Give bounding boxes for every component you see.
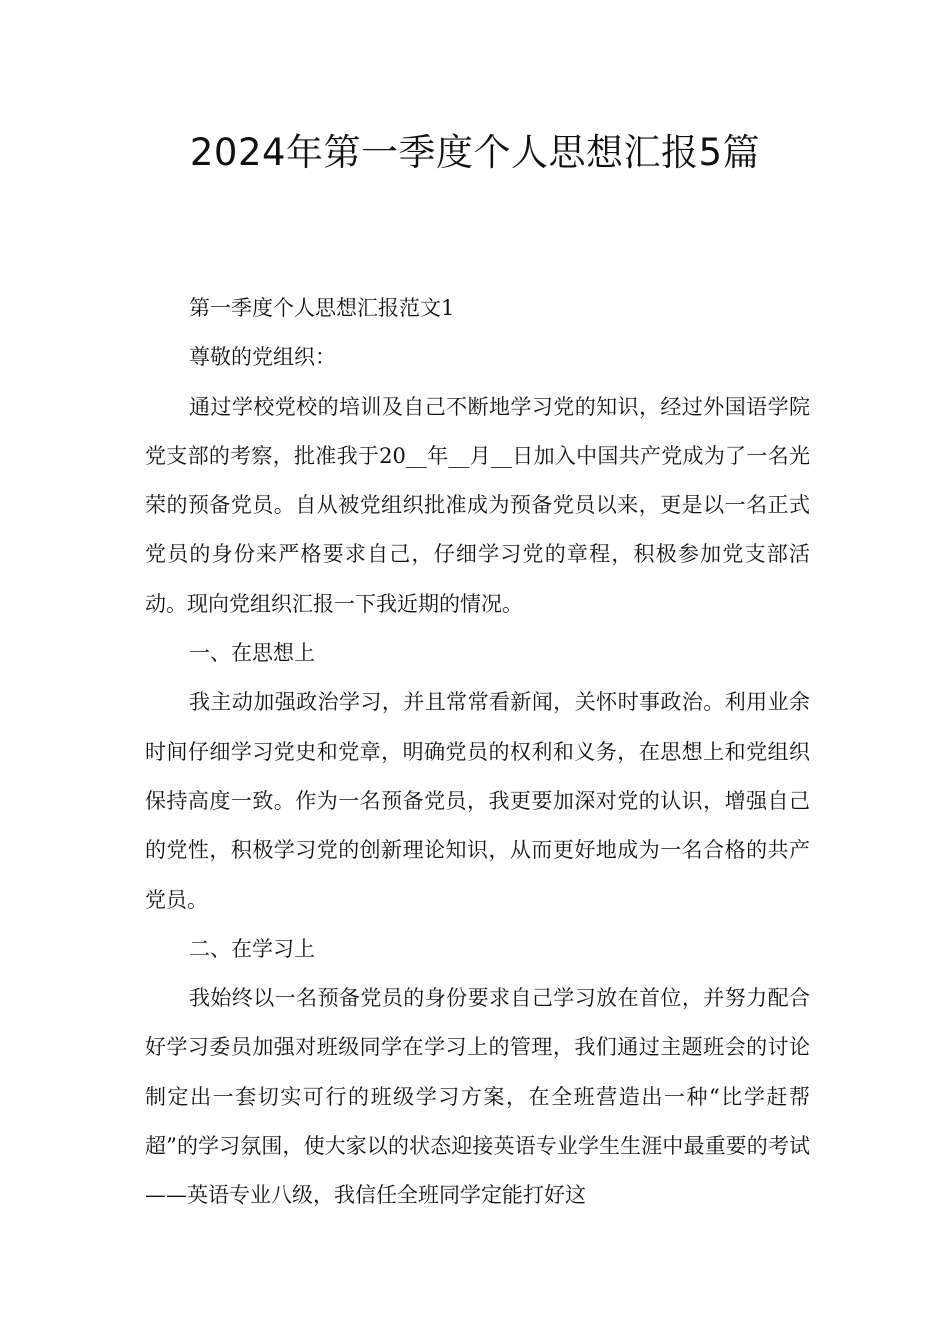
intro-paragraph: 通过学校党校的培训及自己不断地学习党的知识，经过外国语学院党支部的考察，批准我于20__年__月__日加入中国共产党成为了一名光荣的预备党员。自从被党组织批准成为预备党员以来，更是以一名正式党员的身份来严格要求自己，仔细学习党的章程，积极参加党支部活动。现向党组织汇报一下我近期的情况。 xyxy=(145,394,810,616)
document-body xyxy=(145,284,810,1221)
salutation: 尊敬的党组织： xyxy=(189,345,336,370)
study-paragraph: 我始终以一名预备党员的身份要求自己学习放在首位，并努力配合好学习委员加强对班级同学在学习上的管理，我们通过主题班会的讨论制定出一套切实可行的班级学习方案，在全班营造出一种“比学赶帮超”的学习氛围，使大家以的状态迎接英语专业学生生涯中最重要的考试——英语专业八级，我信任全班同学定能打好这 xyxy=(145,986,810,1208)
document-title: 2024年第一季度个人思想汇报5篇 xyxy=(189,131,761,174)
section-heading-thought: 一、在思想上 xyxy=(189,641,315,666)
section-heading-essay-1: 第一季度个人思想汇报范文1 xyxy=(189,296,455,320)
section-heading-study: 二、在学习上 xyxy=(189,936,315,961)
thought-paragraph: 我主动加强政治学习，并且常常看新闻，关怀时事政治。利用业余时间仔细学习党史和党章，明确党员的权利和义务，在思想上和党组织保持高度一致。作为一名预备党员，我更要加深对党的认识，增强自己的党性，积极学习党的创新理论知识，从而更好地成为一名合格的共产党员。 xyxy=(145,690,810,912)
